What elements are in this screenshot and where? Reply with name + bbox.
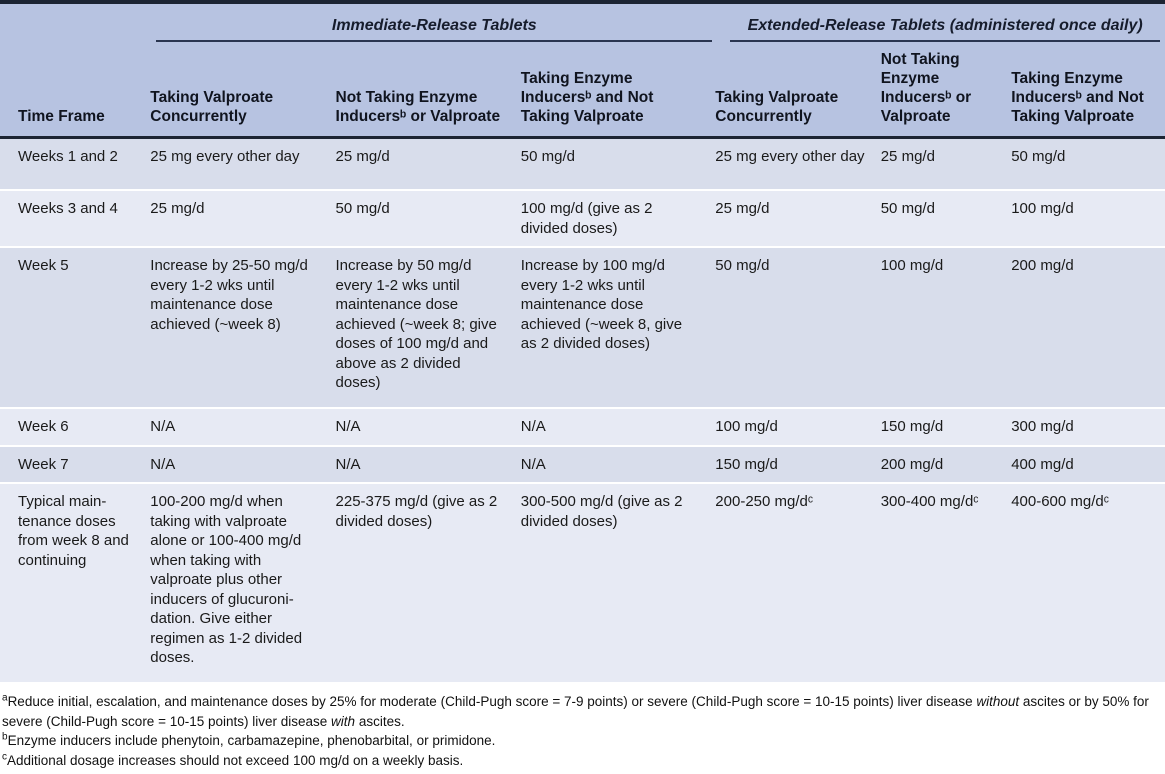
dose-cell: 25 mg/d bbox=[336, 137, 521, 190]
dose-cell: 50 mg/d bbox=[521, 137, 716, 190]
dose-cell: 25 mg every other day bbox=[715, 137, 880, 190]
time-frame-cell: Week 5 bbox=[0, 247, 150, 408]
time-frame-cell: Weeks 3 and 4 bbox=[0, 190, 150, 247]
column-header-row bbox=[0, 42, 1165, 137]
dose-cell: 100 mg/d bbox=[715, 408, 880, 446]
footnote-a-text: Reduce initial, escalation, and maintenance doses by 25% for moderate (Child-Pugh score = 7-9 points) or severe (Child-Pugh score = 10-15 points) liver disease without ascites or by 50% for severe (Child-Pugh score = 10-15 points) liver disease with ascites. bbox=[2, 694, 1149, 729]
column-header-er-valproate: Taking Valproate Concurrently bbox=[715, 42, 880, 137]
dose-cell: Increase by 25-50 mg/d every 1-2 wks until maintenance dose achieved (~week 8) bbox=[150, 247, 335, 408]
spanner-empty-cell bbox=[0, 2, 150, 42]
dose-cell: 300-500 mg/d (give as 2 divided doses) bbox=[521, 483, 716, 683]
dose-cell: 25 mg/d bbox=[715, 190, 880, 247]
column-header-time-frame: Time Frame bbox=[0, 42, 150, 137]
table-row bbox=[0, 483, 1165, 683]
column-header-er-inducers: Taking Enzyme Inducersᵇ and Not Taking Valproate bbox=[1011, 42, 1165, 137]
dose-cell: N/A bbox=[521, 408, 716, 446]
time-frame-cell: Typical main-tenance doses from week 8 and continuing bbox=[0, 483, 150, 683]
dose-cell: 150 mg/d bbox=[881, 408, 1011, 446]
dose-cell: N/A bbox=[150, 408, 335, 446]
dose-cell: 400 mg/d bbox=[1011, 446, 1165, 484]
time-frame-cell: Weeks 1 and 2 bbox=[0, 137, 150, 190]
dose-cell: N/A bbox=[336, 408, 521, 446]
dose-cell: N/A bbox=[150, 446, 335, 484]
spanner-immediate-release bbox=[150, 2, 715, 42]
table-row bbox=[0, 408, 1165, 446]
footnote-b bbox=[2, 731, 1159, 751]
column-header-ir-no-inducers: Not Taking Enzyme Inducersᵇ or Valproate bbox=[336, 42, 521, 137]
table-row bbox=[0, 190, 1165, 247]
dose-cell: 300 mg/d bbox=[1011, 408, 1165, 446]
dose-cell: 300-400 mg/dᶜ bbox=[881, 483, 1011, 683]
dose-cell: 100 mg/d bbox=[881, 247, 1011, 408]
spanner-immediate-release-label: Immediate-Release Tablets bbox=[156, 9, 712, 42]
spanner-extended-release-label: Extended-Release Tablets (administered once daily) bbox=[730, 9, 1160, 42]
dose-cell: 100-200 mg/d when taking with valproate alone or 100-400 mg/d when taking with valproate plus other inducers of glucuroni-dation. Give either regimen as 1-2 divided doses. bbox=[150, 483, 335, 683]
dose-cell: 25 mg/d bbox=[881, 137, 1011, 190]
dose-cell: 50 mg/d bbox=[881, 190, 1011, 247]
footnote-c-text: Additional dosage increases should not exceed 100 mg/d on a weekly basis. bbox=[7, 752, 464, 768]
dose-cell: 200-250 mg/dᶜ bbox=[715, 483, 880, 683]
footnote-a-marker: a bbox=[2, 692, 8, 704]
table-header bbox=[0, 2, 1165, 137]
spanner-extended-release bbox=[715, 2, 1165, 42]
footnote-b-text: Enzyme inducers include phenytoin, carbamazepine, phenobarbital, or primidone. bbox=[7, 733, 496, 749]
footnote-c bbox=[2, 751, 1159, 771]
dose-cell: 50 mg/d bbox=[1011, 137, 1165, 190]
column-header-ir-valproate: Taking Valproate Concurrently bbox=[150, 42, 335, 137]
dose-cell: 100 mg/d (give as 2 divided doses) bbox=[521, 190, 716, 247]
column-header-er-no-inducers: Not Taking Enzyme Inducersᵇ or Valproate bbox=[881, 42, 1011, 137]
footnotes bbox=[0, 684, 1165, 774]
table-row bbox=[0, 247, 1165, 408]
footnote-c-marker: c bbox=[2, 751, 7, 763]
dose-cell: 400-600 mg/dᶜ bbox=[1011, 483, 1165, 683]
dose-cell: 100 mg/d bbox=[1011, 190, 1165, 247]
dose-cell: 150 mg/d bbox=[715, 446, 880, 484]
dose-cell: 200 mg/d bbox=[881, 446, 1011, 484]
column-header-ir-inducers: Taking Enzyme Inducersᵇ and Not Taking Valproate bbox=[521, 42, 716, 137]
dose-cell: Increase by 100 mg/d every 1-2 wks until maintenance dose achieved (~week 8, give as 2 divided doses) bbox=[521, 247, 716, 408]
dose-cell: 50 mg/d bbox=[336, 190, 521, 247]
spanner-row bbox=[0, 2, 1165, 42]
table-row bbox=[0, 446, 1165, 484]
dose-cell: N/A bbox=[336, 446, 521, 484]
dose-cell: 225-375 mg/d (give as 2 divided doses) bbox=[336, 483, 521, 683]
dose-cell: 25 mg/d bbox=[150, 190, 335, 247]
table-row bbox=[0, 137, 1165, 190]
footnote-a bbox=[2, 692, 1159, 731]
time-frame-cell: Week 7 bbox=[0, 446, 150, 484]
dose-cell: 25 mg every other day bbox=[150, 137, 335, 190]
dose-cell: 200 mg/d bbox=[1011, 247, 1165, 408]
table-body bbox=[0, 137, 1165, 683]
dose-cell: 50 mg/d bbox=[715, 247, 880, 408]
time-frame-cell: Week 6 bbox=[0, 408, 150, 446]
dose-cell: N/A bbox=[521, 446, 716, 484]
footnote-b-marker: b bbox=[2, 731, 8, 743]
dose-cell: Increase by 50 mg/d every 1-2 wks until maintenance dose achieved (~week 8; give doses of 100 mg/d and above as 2 divided doses) bbox=[336, 247, 521, 408]
